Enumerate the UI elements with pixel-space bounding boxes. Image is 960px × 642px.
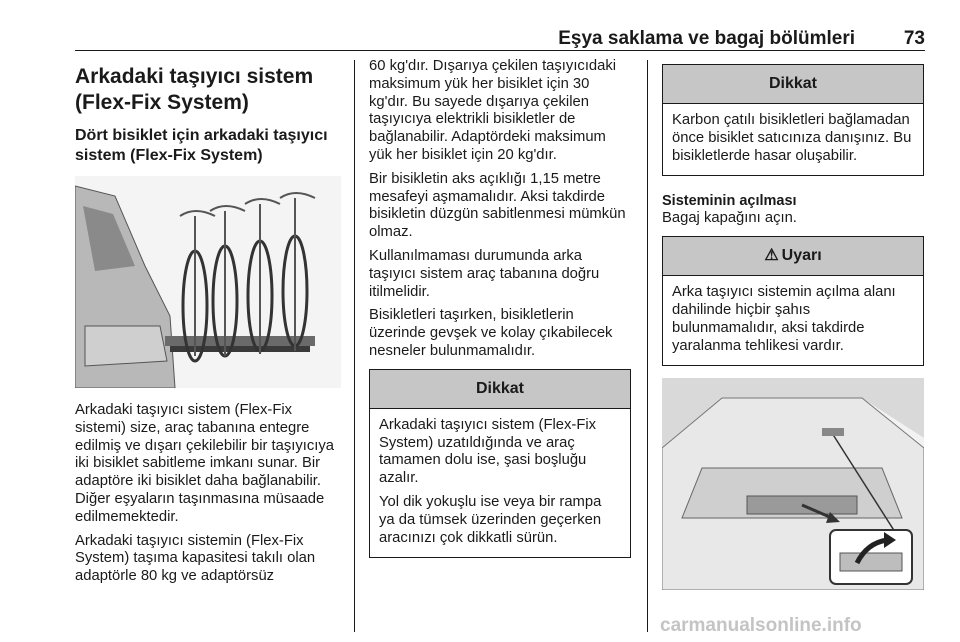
notice-heading: Dikkat <box>370 370 630 409</box>
notice-paragraph: Yol dik yokuşlu ise veya bir rampa ya da tümsek üzerinden geçerken aracınızı çok dikkatli sürün. <box>379 493 602 546</box>
warning-text: Arka taşıyıcı sistemin açılma alanı dahilinde hiçbir şahıs bulunmamalıdır, aksi takdirde yaralanma tehlikesi vardır. <box>672 284 896 354</box>
bike-carrier-illustration <box>75 176 341 388</box>
column-divider-1 <box>354 60 355 632</box>
warning-heading-row <box>663 237 923 276</box>
watermark: carmanualsonline.info <box>660 615 862 636</box>
header-rule <box>75 50 925 51</box>
paragraph: Arkadaki taşıyıcı sistem (Flex-Fix sistemi) size, araç tabanına entegre edilmiş ve dışarı çekilebilir bir taşıyıcıya iki bisiklet sabitleme imkanı sunar. Bir adaptöre iki bisiklet daha bağlanabilir. Diğer eşyaların taşınmasına müsaade edilmemektedir. <box>75 402 335 525</box>
section-title: Arkadaki taşıyıcı sistem (Flex-Fix System) <box>75 65 314 114</box>
page-header-title: Eşya saklama ve bagaj bölümleri <box>558 28 855 49</box>
warning-icon: ⚠ <box>764 247 779 265</box>
notice-box <box>662 64 924 176</box>
warning-box <box>662 236 924 366</box>
paragraph: Arkadaki taşıyıcı sistemin (Flex-Fix System) taşıma kapasitesi takılı olan adaptörle 80 kg ve adaptörsüz <box>75 532 316 585</box>
paragraph: Bir bisikletin aks açıklığı 1,15 metre mesafeyi aşmamalıdır. Aksi takdirde bisikletin düzgün sabitlenmesi mümkün olmaz. <box>369 170 626 241</box>
notice-box <box>369 369 631 559</box>
subsection-text: Bagaj kapağını açın. <box>662 210 797 227</box>
trunk-illustration <box>662 378 924 590</box>
column-divider-2 <box>647 60 648 632</box>
column-2 <box>369 58 631 558</box>
warning-heading: Uyarı <box>781 247 822 265</box>
paragraph: 60 kg'dır. Dışarıya çekilen taşıyıcıdaki maksimum yük her bisiklet için 30 kg'dır. Bu sayede dışarıya çekilen taşıyıcıya elektrikli bisikletler de bağlanabilir. Adaptördeki maksimum yük her bisiklet için 20 kg'dır. <box>369 58 617 163</box>
page-number: 73 <box>903 28 925 49</box>
page-header <box>75 22 925 52</box>
notice-text: Karbon çatılı bisikletleri bağlamadan önce bisiklet satıcınıza danışınız. Bu bisikletlerde hasar oluşabilir. <box>672 112 912 164</box>
column-1 <box>75 58 341 592</box>
notice-paragraph: Arkadaki taşıyıcı sistem (Flex-Fix System) uzatıldığında ve araç tamamen dolu ise, şasi boşluğu azalır. <box>379 416 597 487</box>
section-subtitle: Dört bisiklet için arkadaki taşıyıcı sistem (Flex-Fix System) <box>75 127 328 164</box>
paragraph: Kullanılmaması durumunda arka taşıyıcı sistem araç tabanına doğru itilmelidir. <box>369 247 600 300</box>
paragraph: Bisikletleri taşırken, bisikletlerin üzerinde gevşek ve kolay çıkabilecek nesneler bulunmamalıdır. <box>369 307 613 359</box>
subsection-title: Sisteminin açılması <box>662 193 797 210</box>
notice-heading: Dikkat <box>663 65 923 104</box>
column-3 <box>662 58 924 590</box>
